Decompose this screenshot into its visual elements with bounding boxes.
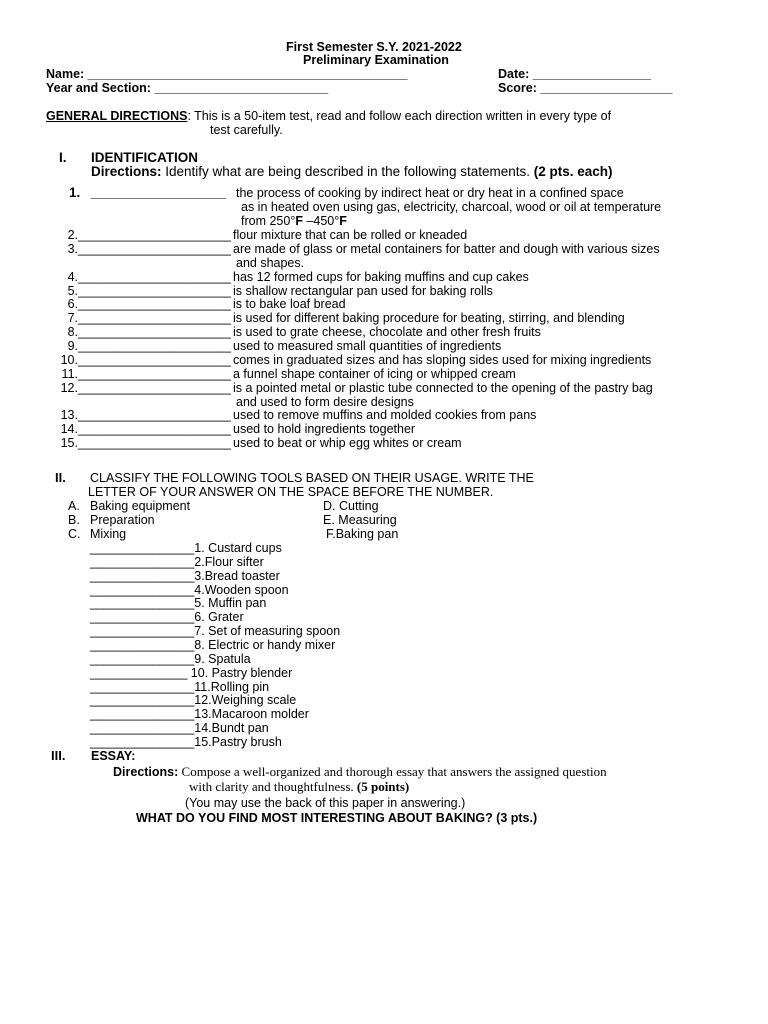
part2-item: _______________5. Muffin pan [90, 596, 267, 611]
part2-item: _______________15.Pastry brush [90, 734, 282, 749]
part2-item: _______________11.Rolling pin [90, 679, 270, 694]
part1-item-text: flour mixture that can be rolled or kneaded [233, 228, 468, 242]
part1-item-text: is shallow rectangular pan used for baking rolls [233, 284, 493, 298]
choice-letter: A. [68, 499, 80, 513]
part1-item-blank: ______________________ [78, 381, 231, 395]
part1-item-blank: ______________________ [78, 367, 231, 381]
part1-item-number: 9. [67, 339, 78, 353]
part1-item-text: is to bake loaf bread [233, 297, 346, 311]
part1-item-blank: ______________________ [78, 436, 231, 450]
part1-directions [91, 165, 613, 179]
part2-item: _______________13.Macaroon molder [90, 707, 309, 722]
part1-item-number: 2. [67, 228, 78, 242]
part1-item-blank: ______________________ [78, 284, 231, 298]
choice-letter: B. [68, 513, 80, 527]
part2-item: _______________9. Spatula [90, 651, 251, 666]
part1-item-text: used to beat or whip egg whites or cream [233, 436, 462, 450]
part1-item-blank: ______________________ [78, 228, 231, 242]
part1-item-blank: ______________________ [78, 325, 231, 339]
part1-item-text: has 12 formed cups for baking muffins and cup cakes [233, 270, 529, 284]
year-section-field: Year and Section: _________________________ [46, 81, 329, 95]
part1-item-number: 4. [67, 270, 78, 284]
item1-text-line2: as in heated oven using gas, electricity, charcoal, wood or oil at temperature [241, 200, 662, 214]
part2-directions-line2: LETTER OF YOUR ANSWER ON THE SPACE BEFORE THE NUMBER. [88, 485, 494, 499]
choice-option: D. Cutting [323, 499, 379, 513]
part1-item-number: 11. [61, 367, 78, 381]
part1-item-number: 6. [67, 297, 78, 311]
part1-item-text: comes in graduated sizes and has sloping sides used for mixing ingredients [233, 353, 652, 367]
item1-text-line3: from 250°F –450°F [241, 214, 347, 228]
part1-item-text: and used to form desire designs [236, 395, 414, 409]
part1-item-blank: ______________________ [78, 270, 231, 284]
item1-number: 1. [69, 185, 81, 200]
part1-item-number: 12. [60, 381, 78, 395]
part3-directions-line1: Directions: Compose a well-organized and thorough essay that answers the assigned question [113, 764, 607, 779]
part1-item-text: used to hold ingredients together [233, 422, 416, 436]
semester-heading: First Semester S.Y. 2021-2022 [286, 40, 462, 54]
part2-item: _______________1. Custard cups [90, 541, 282, 555]
part1-item-blank: ______________________ [78, 339, 231, 353]
part1-item-number: 15. [60, 436, 78, 450]
name-field: Name: ______________________________________________ [46, 67, 408, 81]
part1-item-number: 8. [67, 325, 78, 339]
part1-item-blank: ______________________ [78, 297, 231, 311]
part1-item-text: and shapes. [236, 256, 305, 270]
part2-item: _______________14.Bundt pan [90, 721, 269, 735]
part1-item-text: a funnel shape container of icing or whipped cream [233, 367, 516, 381]
part1-item-number: 14. [60, 422, 78, 436]
part1-item-number: 13. [60, 408, 78, 422]
part1-item-blank: ______________________ [78, 422, 231, 436]
part1-item-number: 7. [67, 311, 78, 325]
part3-question: WHAT DO YOU FIND MOST INTERESTING ABOUT BAKING? (3 pts.) [136, 811, 538, 825]
choice-letter: C. [68, 527, 81, 541]
part2-item: _______________2.Flour sifter [90, 554, 264, 569]
part2-numeral: II. [55, 470, 66, 485]
part2-item: _______________3.Bread toaster [90, 568, 280, 583]
part1-directions-text: Identify what are being described in the following statements. [161, 164, 534, 179]
choice-option: E. Measuring [323, 513, 397, 527]
part3-note: (You may use the back of this paper in answering.) [185, 796, 466, 810]
part1-title: IDENTIFICATION [91, 150, 198, 165]
general-directions-text: : This is a 50-item test, read and follow each direction written in every type of [187, 109, 612, 123]
part1-item-text: is used for different baking procedure for beating, stirring, and blending [233, 311, 625, 325]
general-directions-label: GENERAL DIRECTIONS [46, 109, 188, 123]
choice-text: Preparation [90, 513, 155, 527]
part2-item: ______________ 10. Pastry blender [90, 665, 293, 680]
part1-item-blank: ______________________ [78, 311, 231, 325]
part2-item: _______________6. Grater [90, 610, 244, 625]
part3-directions-label: Directions: [113, 765, 179, 779]
general-directions-text-cont: test carefully. [210, 123, 283, 137]
part1-points: (2 pts. each) [533, 164, 613, 179]
part1-item-blank: ______________________ [78, 408, 231, 422]
item1-text-line1: the process of cooking by indirect heat or dry heat in a confined space [236, 186, 624, 200]
part2-item: _______________4.Wooden spoon [90, 582, 289, 597]
item1-blank: __________________ [91, 185, 227, 200]
part2-item: _______________8. Electric or handy mixer [90, 638, 336, 652]
score-field: Score: ___________________ [498, 81, 673, 95]
part3-numeral: III. [51, 748, 66, 763]
part1-item-text: are made of glass or metal containers for batter and dough with various sizes [233, 242, 660, 256]
part3-title: ESSAY: [91, 749, 136, 763]
part1-numeral: I. [59, 150, 67, 165]
general-directions [46, 109, 611, 123]
part1-item-text: used to measured small quantities of ingredients [233, 339, 502, 353]
part2-directions-line1: CLASSIFY THE FOLLOWING TOOLS BASED ON THEIR USAGE. WRITE THE [90, 471, 534, 485]
part1-item-number: 10. [60, 353, 78, 367]
choice-text: Baking equipment [90, 499, 191, 513]
date-field: Date: _________________ [498, 67, 651, 81]
part1-item-number: 5. [67, 284, 78, 298]
part1-item-text: is used to grate cheese, chocolate and other fresh fruits [233, 325, 541, 339]
part1-directions-label: Directions: [91, 164, 162, 179]
part1-item-text: is a pointed metal or plastic tube connected to the opening of the pastry bag [233, 381, 653, 395]
part1-item-blank: ______________________ [78, 242, 231, 256]
part1-item-blank: ______________________ [78, 353, 231, 367]
choice-text: Mixing [90, 527, 127, 541]
part1-item-text: used to remove muffins and molded cookies from pans [233, 408, 537, 422]
part2-item: _______________12.Weighing scale [90, 693, 297, 708]
exam-title: Preliminary Examination [303, 53, 449, 67]
part3-points: (5 points) [356, 779, 410, 794]
part1-item-number: 3. [67, 242, 78, 256]
part2-item: _______________7. Set of measuring spoon [90, 624, 341, 639]
choice-option: F.Baking pan [326, 527, 399, 541]
part3-directions-line2: with clarity and thoughtfulness. (5 points) [189, 779, 410, 794]
